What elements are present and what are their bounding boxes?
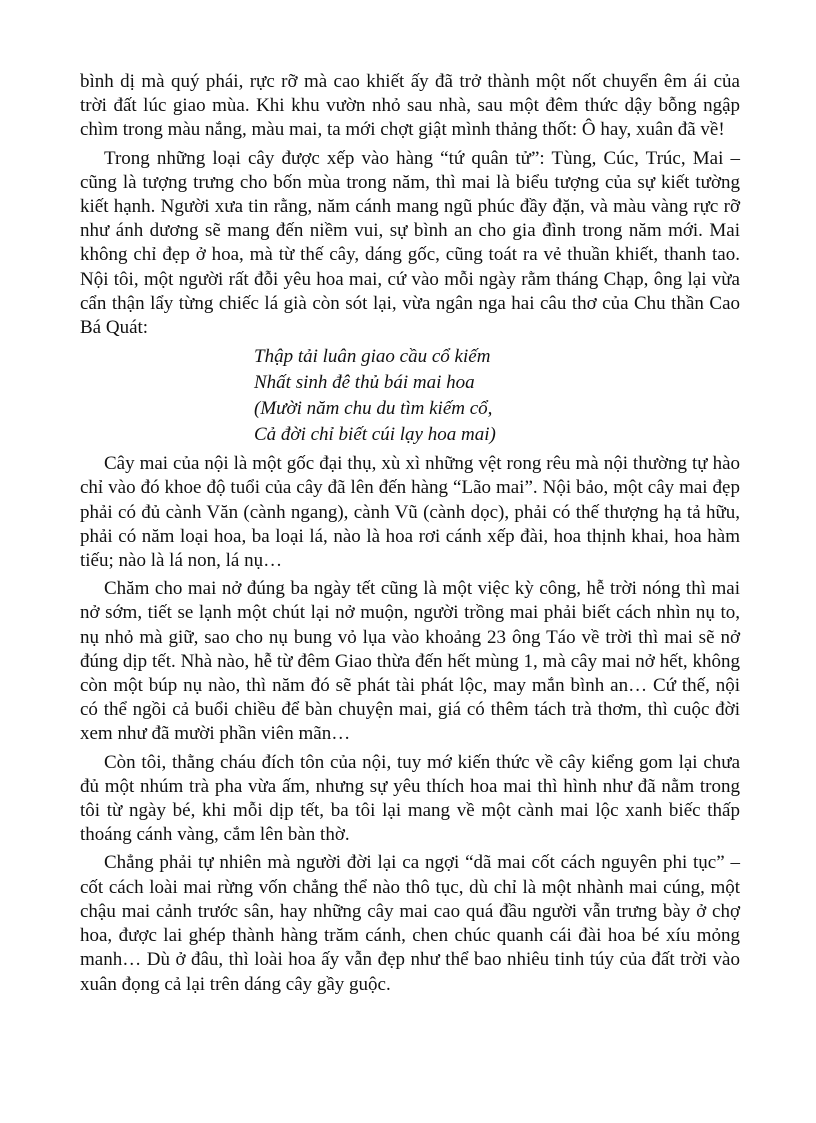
paragraph-intro: bình dị mà quý phái, rực rỡ mà cao khiết ấy đã trở thành một nốt chuyển êm ái của trời đất lúc giao mùa. Khi khu vườn nhỏ sau nhà, sau một đêm thức dậy bỗng ngập chìm trong màu nắng, màu mai, ta mới chợt giật mình thảng thốt: Ô hay, xuân đã về! — [80, 71, 740, 141]
paragraph-grandson: Còn tôi, thằng cháu đích tôn của nội, tuy mớ kiến thức về cây kiểng gom lại chưa đủ một nhúm trà pha vừa ấm, nhưng sự yêu thích hoa mai thì hình như đã nằm trong tôi từ ngày bé, khi mỗi dịp tết, ba tôi lại mang về một cành mai lộc xanh biếc thấp thoáng cánh vàng, cắm lên bàn thờ. — [80, 751, 740, 846]
document-page — [80, 70, 740, 1001]
paragraph-grandfather-tree: Cây mai của nội là một gốc đại thụ, xù xì những vệt rong rêu mà nội thường tự hào chỉ vào đó khoe độ tuổi của cây đã lên đến hàng “Lão mai”. Nội bảo, một cây mai đẹp phải có đủ cành Văn (cành ngang), cành Vũ (cành dọc), phải có thế thượng hạ tả hữu, phải có năm loại hoa, ba loại lá, nào là hoa rơi cánh xếp đài, hoa thịnh khai, hoa hàm tiếu; nào là lá non, lá nụ… — [80, 453, 740, 572]
poem-line: (Mười năm chu du tìm kiếm cổ, — [254, 398, 493, 420]
paragraph-four-gentlemen: Trong những loại cây được xếp vào hàng “tứ quân tử”: Tùng, Cúc, Trúc, Mai – cũng là tượng trưng cho bốn mùa trong năm, thì mai là biểu tượng của sự kiết tường kiết hạnh. Người xưa tin rằng, năm cánh mang ngũ phúc đầy đặn, và màu vàng rực rỡ như ánh dương sẽ mang đến niềm vui, sự bình an cho gia đình trong năm mới. Mai không chỉ đẹp ở hoa, mà từ thế cây, dáng gốc, cũng toát ra vẻ thuần khiết, thanh tao. Nội tôi, một người rất đỗi yêu hoa mai, cứ vào mỗi ngày rằm tháng Chạp, ông lại vừa cẩn thận lẩy từng chiếc lá già còn sót lại, vừa ngân nga hai câu thơ của Chu thần Cao Bá Quát: — [80, 147, 740, 339]
poem-line: Cả đời chỉ biết cúi lạy hoa mai) — [254, 424, 496, 446]
poem-line: Nhất sinh đê thủ bái mai hoa — [254, 372, 475, 394]
poem-line: Thập tải luân giao cầu cổ kiếm — [254, 346, 491, 368]
paragraph-conclusion: Chẳng phải tự nhiên mà người đời lại ca ngợi “dã mai cốt cách nguyên phi tục” – cốt cách loài mai rừng vốn chẳng thể nào thô tục, dù chỉ là một nhành mai cúng, một chậu mai cảnh trước sân, hay những cây mai cao quá đầu người vẫn trưng bày ở chợ hoa, được lai ghép thành hàng trăm cánh, chen chúc quanh cái đài hoa bé xíu mỏng manh… Dù ở đâu, thì loài hoa ấy vẫn đẹp như thể bao nhiêu tinh túy của đất trời vào xuân đọng cả lại trên dáng cây gầy guộc. — [80, 852, 740, 995]
paragraph-tet-blooming: Chăm cho mai nở đúng ba ngày tết cũng là một việc kỳ công, hễ trời nóng thì mai nở sớm, tiết se lạnh một chút lại nở muộn, người trồng mai phải biết cách nhìn nụ to, nụ nhỏ mà giữ, sao cho nụ bung vỏ lụa vào khoảng 23 ông Táo về trời thì mai sẽ nở đúng dịp tết. Nhà nào, hễ từ đêm Giao thừa đến hết mùng 1, mà cây mai nở hết, không còn một búp nụ nào, thì năm đó sẽ phát tài phát lộc, may mắn bình an… Cứ thế, nội có thể ngồi cả buổi chiều để bàn chuyện mai, giá có thêm tách trà thơm, thì cuộc đời xem như đã mười phần viên mãn… — [80, 578, 740, 745]
poem-quote — [254, 344, 740, 448]
